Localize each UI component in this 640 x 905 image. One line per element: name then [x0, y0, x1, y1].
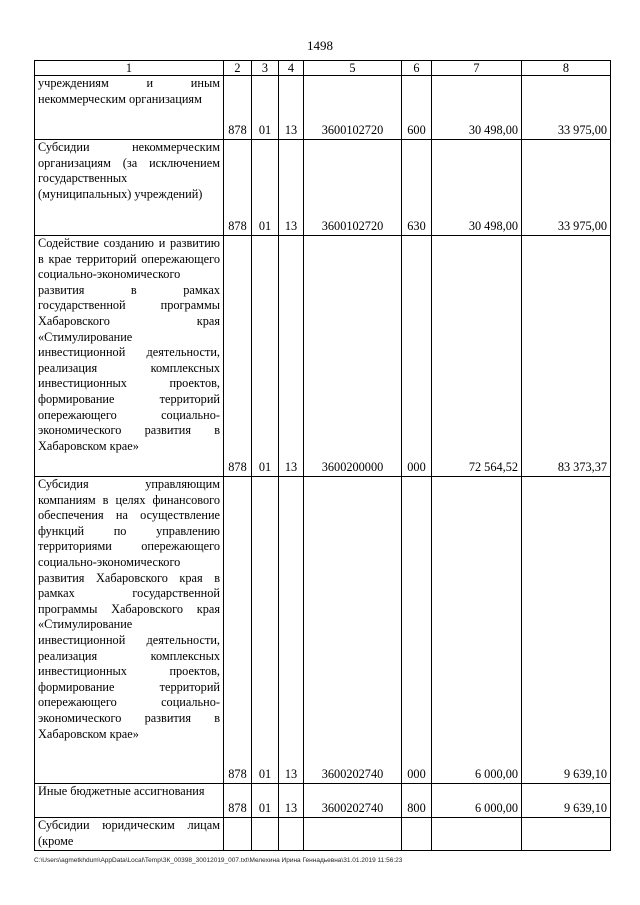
row-expense-type: 000 [402, 477, 432, 784]
row-amount-year1: 6 000,00 [432, 477, 522, 784]
row-amount-year2: 9 639,10 [522, 477, 611, 784]
column-header: 7 [432, 61, 522, 76]
column-header: 8 [522, 61, 611, 76]
row-section-code: 01 [252, 784, 279, 818]
page-number: 1498 [307, 38, 333, 53]
table-row [35, 477, 611, 784]
table-row [35, 76, 611, 140]
column-header: 1 [35, 61, 224, 76]
row-subsection-code: 13 [279, 477, 304, 784]
row-amount-year1: 30 498,00 [432, 76, 522, 140]
table-header-row [35, 61, 611, 76]
row-subsection-code: 13 [279, 236, 304, 477]
file-path-footer: C:\Users\agmetkhdum\AppData\Local\Temp\ЗК_00398_30012019_007.txt\Мелехина Ирина Геннадьевна\31.01.2019 11:56:23 [34, 857, 403, 864]
table-row [35, 236, 611, 477]
row-target-code: 3600200000 [304, 236, 402, 477]
row-ministry-code [224, 818, 252, 851]
table-row [35, 784, 611, 818]
row-name: Субсидия управляющим компаниям в целях финансового обеспечения на осуществление функций по управлению территориями опережающего социально-экономического развития Хабаровского края в рамках государственной программы Хабаровского края «Стимулирование инвестиционной деятельности, реализация комплексных инвестиционных проектов, формирование территорий опережающего социально-экономического развития в Хабаровском крае» [35, 477, 224, 784]
row-amount-year1: 30 498,00 [432, 140, 522, 236]
row-target-code [304, 818, 402, 851]
row-subsection-code: 13 [279, 784, 304, 818]
row-target-code: 3600202740 [304, 477, 402, 784]
row-amount-year2: 33 975,00 [522, 140, 611, 236]
row-amount-year2: 33 975,00 [522, 76, 611, 140]
column-header: 5 [304, 61, 402, 76]
row-expense-type [402, 818, 432, 851]
row-target-code: 3600102720 [304, 140, 402, 236]
row-amount-year2: 9 639,10 [522, 784, 611, 818]
table-row [35, 140, 611, 236]
row-ministry-code: 878 [224, 477, 252, 784]
row-expense-type: 600 [402, 76, 432, 140]
row-subsection-code: 13 [279, 76, 304, 140]
column-header: 4 [279, 61, 304, 76]
row-ministry-code: 878 [224, 236, 252, 477]
row-amount-year2 [522, 818, 611, 851]
row-name: учреждениям и иным некоммерческим организациям [35, 76, 224, 140]
row-expense-type: 630 [402, 140, 432, 236]
row-section-code: 01 [252, 76, 279, 140]
row-amount-year1: 72 564,52 [432, 236, 522, 477]
row-amount-year1: 6 000,00 [432, 784, 522, 818]
row-expense-type: 000 [402, 236, 432, 477]
row-subsection-code [279, 818, 304, 851]
column-header: 2 [224, 61, 252, 76]
row-target-code: 3600102720 [304, 76, 402, 140]
row-section-code [252, 818, 279, 851]
row-name: Иные бюджетные ассигнования [35, 784, 224, 818]
budget-table [34, 60, 611, 851]
row-name: Субсидии юридическим лицам (кроме [35, 818, 224, 851]
row-subsection-code: 13 [279, 140, 304, 236]
row-expense-type: 800 [402, 784, 432, 818]
row-name: Содействие созданию и развитию в крае территорий опережающего социально-экономического развития в рамках государственной программы Хабаровского края «Стимулирование инвестиционной деятельности, реализация комплексных инвестиционных проектов, формирование территорий опережающего социально-экономического развития в Хабаровском крае» [35, 236, 224, 477]
row-ministry-code: 878 [224, 140, 252, 236]
row-amount-year2: 83 373,37 [522, 236, 611, 477]
column-header: 3 [252, 61, 279, 76]
row-ministry-code: 878 [224, 76, 252, 140]
row-amount-year1 [432, 818, 522, 851]
row-target-code: 3600202740 [304, 784, 402, 818]
row-section-code: 01 [252, 236, 279, 477]
row-section-code: 01 [252, 477, 279, 784]
row-name: Субсидии некоммерческим организациям (за исключением государственных (муниципальных) учреждений) [35, 140, 224, 236]
row-ministry-code: 878 [224, 784, 252, 818]
column-header: 6 [402, 61, 432, 76]
row-section-code: 01 [252, 140, 279, 236]
table-row [35, 818, 611, 851]
